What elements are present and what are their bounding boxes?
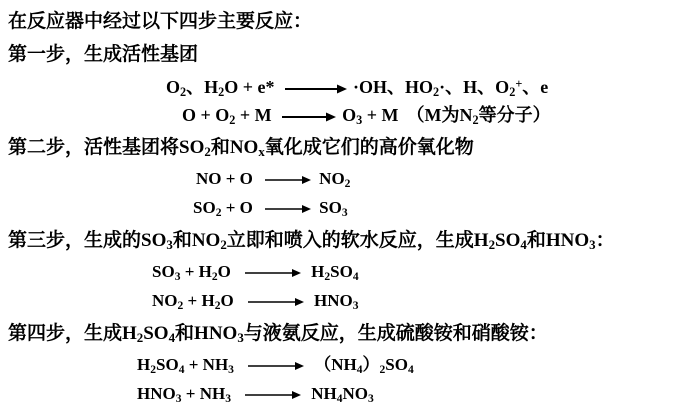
- step-3-equation-2: [152, 292, 358, 311]
- eq-term: NO: [342, 384, 369, 403]
- label-sub: 2: [488, 237, 496, 253]
- eq-sub: 2: [177, 298, 184, 312]
- label-sub: 4: [168, 330, 176, 346]
- eq-sub: 4: [352, 269, 359, 283]
- step-1-label: 第一步，生成活性基团: [8, 44, 199, 65]
- step-2-label: [8, 138, 474, 159]
- eq-term: SO: [385, 355, 408, 374]
- eq-term: O: [217, 262, 231, 281]
- label-sub: 2: [136, 330, 144, 346]
- step-2-label-text: 氧化成它们的高价氧化物: [264, 137, 474, 158]
- label-sub: 3: [166, 237, 173, 253]
- eq-term: + O: [221, 198, 253, 217]
- eq-sub: 4: [407, 362, 414, 376]
- eq-sub: 2: [472, 113, 479, 128]
- eq-sub: 3: [175, 391, 182, 405]
- step-3-label-text: SO: [495, 230, 521, 251]
- eq-sub: 2: [229, 113, 236, 128]
- reaction-arrow-icon: [248, 360, 304, 372]
- step-4-label-text: 和HNO: [175, 323, 238, 344]
- eq-sub: 3: [356, 113, 363, 128]
- step-3-equation-1: [152, 263, 359, 282]
- step-2-equation-2: [193, 199, 348, 218]
- eq-term: SO: [193, 198, 216, 217]
- step-4-equation-1: [137, 356, 414, 375]
- page-title: 在反应器中经过以下四步主要反应：: [8, 11, 313, 32]
- step-3-label-text: 和NO: [172, 230, 221, 251]
- eq-term: NO: [152, 291, 178, 310]
- eq-term: 、e: [522, 77, 549, 98]
- step-3-label-text: ：: [595, 230, 615, 251]
- reaction-arrow-icon: [265, 174, 311, 186]
- eq-sub: 2: [215, 205, 222, 219]
- eq-sub: 2: [218, 85, 225, 100]
- eq-sub: 3: [228, 362, 234, 376]
- eq-note: 等分子）: [478, 105, 551, 125]
- label-sub: 3: [237, 330, 244, 346]
- step-3-label: [8, 231, 615, 252]
- reaction-arrow-icon: [248, 296, 304, 308]
- step-2-label-text: 第二步，活性基团将SO: [8, 137, 205, 158]
- eq-sub: 3: [368, 391, 374, 405]
- eq-term: HNO: [313, 291, 353, 310]
- eq-term: + H: [183, 291, 215, 310]
- eq-term: H: [137, 355, 151, 374]
- eq-sub: 2: [214, 298, 221, 312]
- eq-sub: 4: [178, 362, 185, 376]
- eq-term: SO: [330, 262, 353, 281]
- eq-term: O: [342, 105, 357, 125]
- eq-term: H: [311, 262, 325, 281]
- step-3-label-text: 第三步，生成的SO: [8, 230, 167, 251]
- eq-term: O: [166, 77, 181, 98]
- eq-term: + M: [235, 105, 272, 125]
- eq-note: （M为N: [406, 105, 473, 125]
- eq-sub: 2: [150, 362, 157, 376]
- eq-term: NO + O: [196, 169, 253, 188]
- eq-term: O: [220, 291, 234, 310]
- eq-term: SO: [319, 198, 342, 217]
- label-sub: 2: [204, 144, 211, 160]
- eq-term: O + O: [182, 105, 230, 125]
- eq-sub: 2: [379, 362, 386, 376]
- reaction-arrow-icon: [282, 111, 336, 123]
- eq-term: SO: [156, 355, 179, 374]
- label-sub: 2: [220, 237, 227, 253]
- eq-term: + M: [362, 105, 399, 125]
- eq-term: + H: [180, 262, 212, 281]
- eq-sub: 2: [344, 176, 351, 190]
- step-1-equation-2: [182, 106, 551, 126]
- eq-sub: 2: [180, 85, 187, 100]
- step-4-label-text: SO: [143, 323, 169, 344]
- eq-term: ）: [362, 355, 380, 374]
- eq-term: + NH: [181, 384, 226, 403]
- eq-term: 、H: [186, 77, 219, 98]
- step-4-label: [8, 324, 548, 345]
- eq-sub: 2: [324, 269, 331, 283]
- eq-sub: 4: [336, 391, 343, 405]
- step-3-label-text: 和HNO: [526, 230, 590, 251]
- eq-term: NH: [311, 384, 337, 403]
- eq-term: NO: [319, 169, 345, 188]
- reaction-arrow-icon: [265, 203, 311, 215]
- reaction-arrow-icon: [285, 83, 347, 95]
- eq-term: SO: [152, 262, 175, 281]
- label-sub: 3: [589, 237, 596, 253]
- label-sub: 4: [520, 237, 527, 253]
- eq-term: HNO: [137, 384, 176, 403]
- eq-term: O + e*: [224, 77, 275, 98]
- eq-term: ·OH、HO: [353, 77, 434, 98]
- step-4-label-text: 第四步，生成H: [8, 323, 137, 344]
- eq-sub: 2: [509, 85, 516, 100]
- eq-sub: 4: [356, 362, 363, 376]
- eq-sub: 2: [211, 269, 218, 283]
- eq-term: （NH: [314, 355, 357, 374]
- eq-sub: 3: [341, 205, 348, 219]
- eq-sub: 3: [174, 269, 181, 283]
- eq-term: ·、H、O: [439, 77, 510, 98]
- step-3-label-text: 立即和喷入的软水反应，生成H: [226, 230, 489, 251]
- eq-sub: 3: [352, 298, 359, 312]
- eq-sub: 3: [225, 391, 231, 405]
- reaction-arrow-icon: [245, 267, 301, 279]
- step-4-label-text: 与液氨反应，生成硫酸铵和硝酸铵：: [243, 323, 548, 344]
- reaction-arrow-icon: [245, 389, 301, 401]
- step-1-equation-1: [166, 78, 548, 98]
- step-2-equation-1: [196, 170, 350, 189]
- eq-sup: +: [515, 77, 523, 91]
- step-2-label-text: 和NO: [210, 137, 259, 158]
- eq-sub: 2: [433, 85, 440, 100]
- label-sub: x: [258, 144, 265, 160]
- eq-term: + NH: [184, 355, 229, 374]
